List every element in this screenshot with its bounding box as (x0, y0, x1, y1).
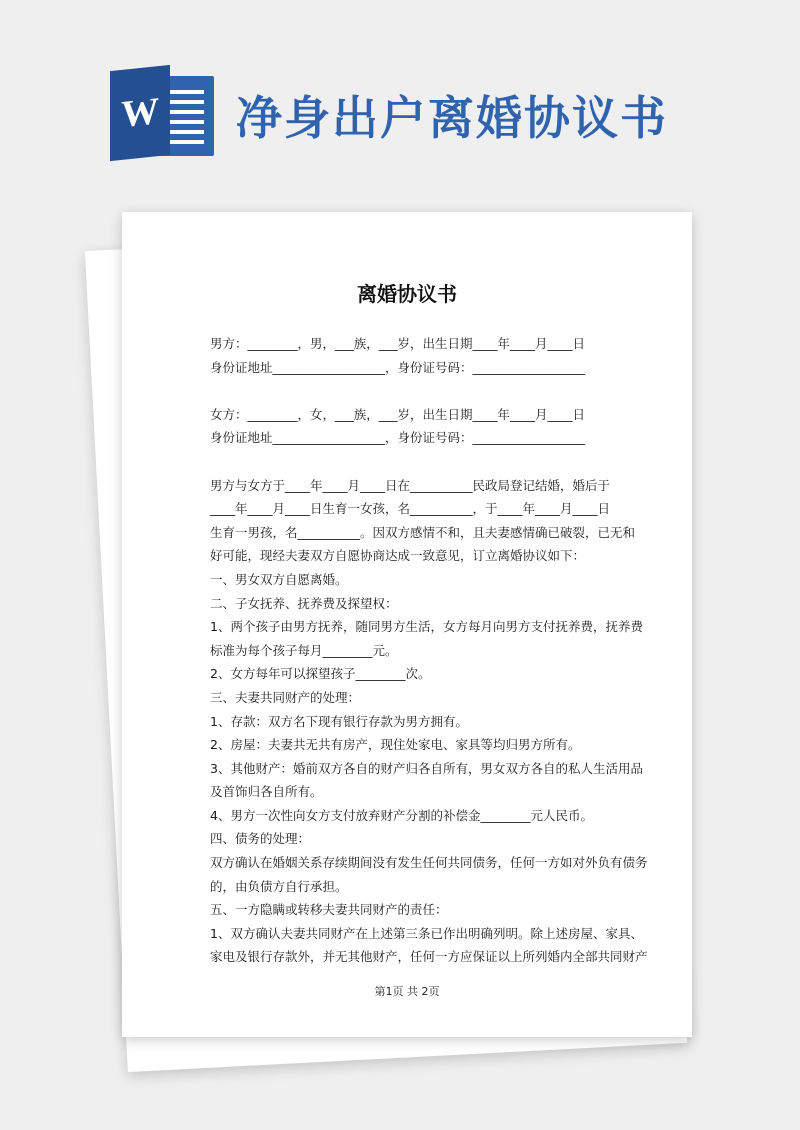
text-line: 家电及银行存款外，并无其他财产，任何一方应保证以上所列婚内全部共同财产 (210, 949, 648, 965)
text-line: 2、女方每年可以探望孩子________次。 (210, 666, 431, 682)
text-line: 二、子女抚养、抚养费及探望权： (210, 595, 398, 611)
text-line: ____年____月____日生育一女孩，名__________，于____年____月____日 (210, 501, 611, 517)
text-line: 标准为每个孩子每月________元。 (210, 642, 398, 658)
text-line: 五、一方隐瞒或转移夫妻共同财产的责任： (210, 902, 448, 918)
page-footer: 第1页 共 2页 (374, 985, 440, 998)
text-line: 1、存款：双方名下现有银行存款为男方拥有。 (210, 713, 468, 729)
text-line: 1、两个孩子由男方抚养，随同男方生活，女方每月向男方支付抚养费，抚养费 (210, 619, 643, 635)
blank-line (210, 379, 630, 403)
banner-title: 净身出户离婚协议书 (236, 91, 668, 145)
document-title: 离婚协议书 (357, 282, 457, 306)
text-line: 男方与女方于____年____月____日在__________民政局登记结婚，婚后于 (210, 477, 611, 493)
blank-line (210, 450, 630, 474)
text-line: 好可能，现经夫妻双方自愿协商达成一致意见，订立离婚协议如下： (210, 548, 586, 564)
text-line: 一、男女双方自愿离婚。 (210, 571, 348, 587)
text-line: 3、其他财产：婚前双方各自的财产归各自所有，男女双方各自的私人生活用品 (210, 760, 643, 776)
text-line: 的，由负债方自行承担。 (210, 878, 348, 894)
text-line: 身份证地址__________________，身份证号码：__________________ (210, 359, 586, 375)
banner (0, 0, 800, 200)
text-line: 4、男方一次性向女方支付放弃财产分割的补偿金________元人民币。 (210, 807, 593, 823)
text-line: 1、双方确认夫妻共同财产在上述第三条已作出明确列明。除上述房屋、家具、 (210, 925, 643, 941)
text-line: 身份证地址__________________，身份证号码：__________________ (210, 430, 586, 446)
text-line: 2、房屋：夫妻共无共有房产，现住处家电、家具等均归男方所有。 (210, 737, 581, 753)
document-body (210, 332, 648, 969)
word-letter-badge: W (110, 65, 170, 161)
text-line: 三、夫妻共同财产的处理： (210, 689, 361, 705)
word-icon (110, 68, 216, 158)
text-line: 生育一男孩，名__________。因双方感情不和，且夫妻感情确已破裂，已无和 (210, 524, 636, 540)
text-line: 及首饰归各自所有。 (210, 784, 323, 800)
document-page (122, 212, 692, 1037)
text-line: 双方确认在婚姻关系存续期间没有发生任何共同债务，任何一方如对外负有债务 (210, 855, 648, 871)
text-line: 女方：________，女，___族，___岁，出生日期____年____月____日 (210, 406, 586, 422)
text-line: 男方：________，男，___族，___岁，出生日期____年____月____日 (210, 336, 586, 351)
text-line: 四、债务的处理： (210, 831, 311, 847)
